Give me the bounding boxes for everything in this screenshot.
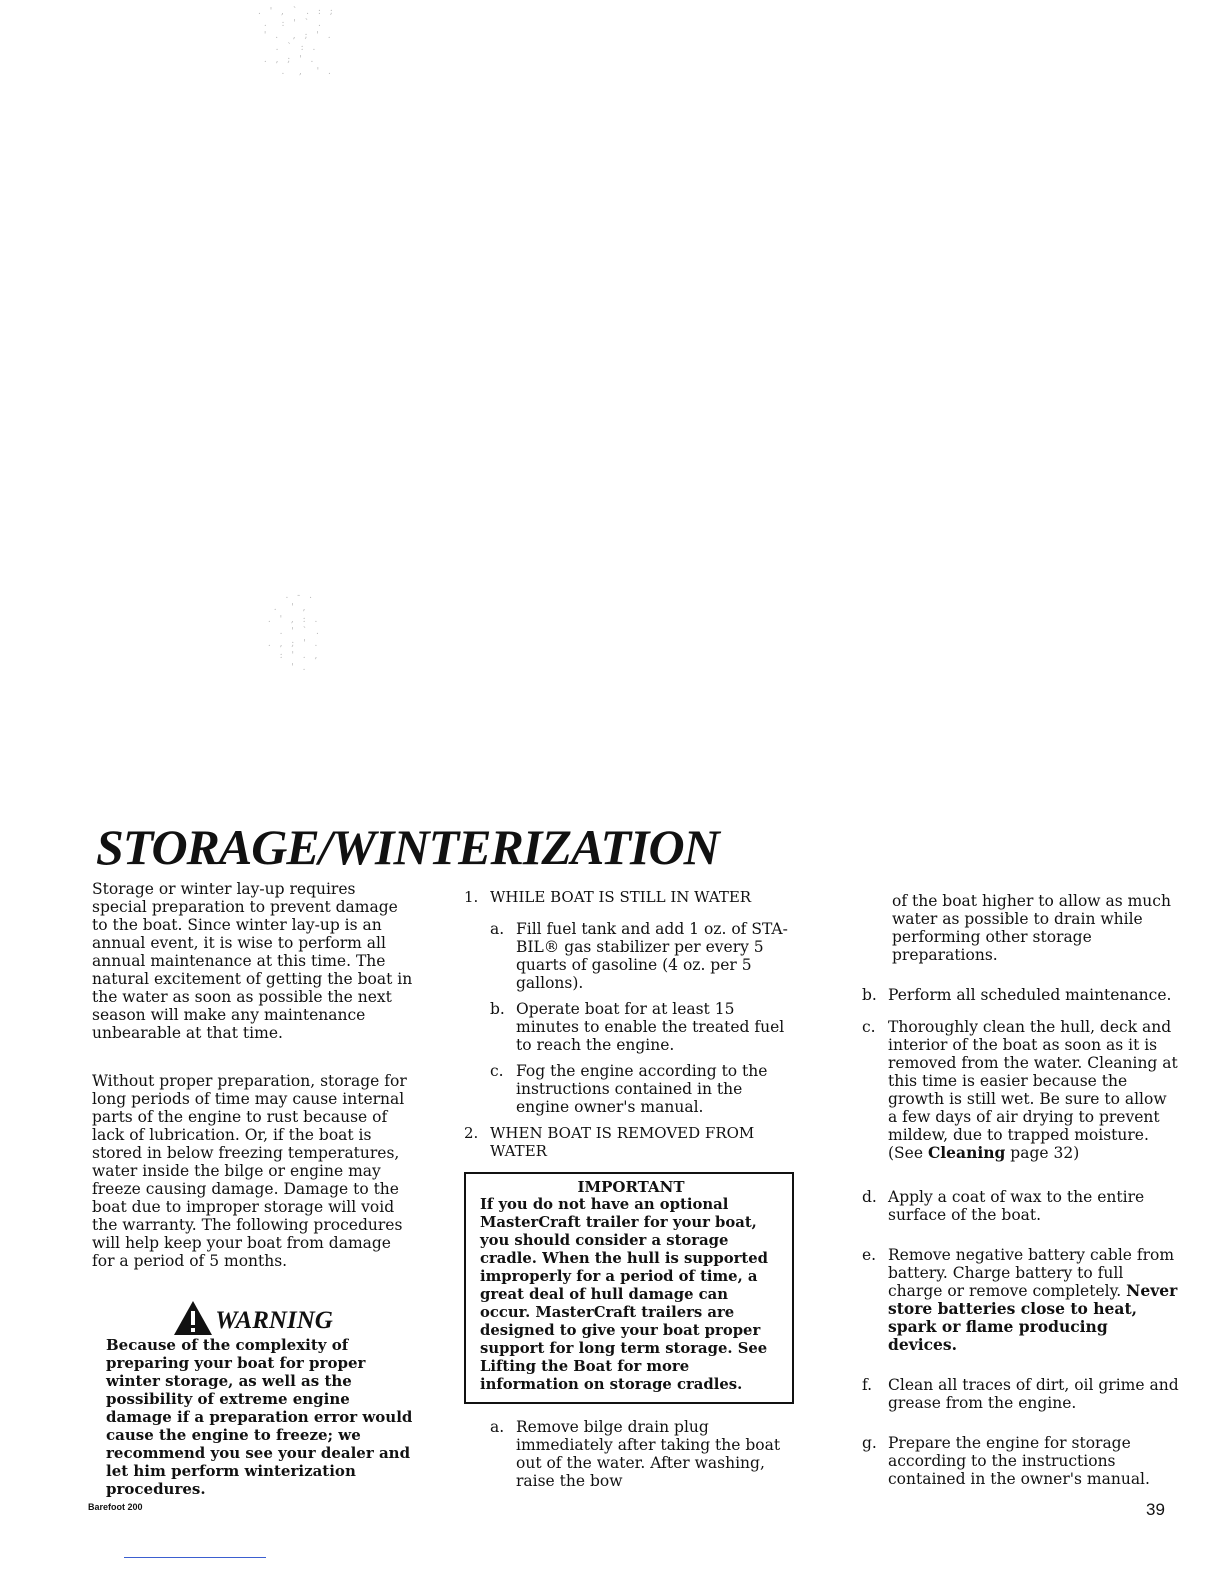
- page-title: STORAGE/WINTERIZATION: [96, 819, 719, 875]
- step-2a: [490, 1418, 794, 1490]
- step-2c-text: Thoroughly clean the hull, deck and interior of the boat as soon as it is removed from the water. Cleaning at this time is easier because the growth is still wet. Be sure to allow a few days of air drying to prevent mildew, due to trapped moisture. (See: [888, 1018, 1178, 1162]
- step-2d: [862, 1188, 1180, 1224]
- step-2g: [862, 1434, 1180, 1488]
- step-2d-marker: d.: [862, 1188, 877, 1206]
- warning-triangle-icon: [173, 1300, 213, 1336]
- important-title: IMPORTANT: [577, 1178, 685, 1196]
- step-2b-marker: b.: [862, 986, 877, 1004]
- step-2e-text: Remove negative battery cable from battery. Charge battery to full charge or remove completely.: [888, 1246, 1175, 1300]
- column-procedure-continued: [862, 892, 1180, 1488]
- step-1a-marker: a.: [490, 920, 505, 938]
- scan-noise-middle: . - . . ' , . ' , : . . ' ` . . , ; ' . : ' . , ' .: [267, 591, 322, 673]
- step-1b-text: Operate boat for at least 15 minutes to enable the treated fuel to reach the engine.: [516, 1000, 785, 1054]
- step-2g-marker: g.: [862, 1434, 877, 1452]
- step-1c-marker: c.: [490, 1062, 504, 1080]
- step-1a: [490, 920, 794, 992]
- scan-noise-top: . ' , ` . : ; . : ' ` . ' . , ; ' . . ` : . . , ; ' . . , ' .: [258, 7, 336, 77]
- intro-paragraph-1: Storage or winter lay-up requires special preparation to prevent damage to the boat. Since winter lay-up is an annual event, it is wise to perform all annual maintenance at this time. The natural excitement of getting the boat in the water as soon as possible the next season will make any maintenance unbearable at that time.: [92, 880, 413, 1042]
- warning-label: WARNING: [215, 1307, 333, 1334]
- step-1b: [490, 1000, 794, 1054]
- step-2a-continuation: of the boat higher to allow as much water as possible to drain while performing other storage preparations.: [892, 892, 1171, 964]
- step-1b-marker: b.: [490, 1000, 505, 1018]
- step-2b: [862, 986, 1180, 1004]
- step-2-number: 2.: [464, 1124, 479, 1142]
- footer-rule: [124, 1557, 266, 1558]
- step-2c-body: [888, 1018, 1180, 1162]
- step-2f-marker: f.: [862, 1376, 873, 1394]
- step-2e-marker: e.: [862, 1246, 877, 1264]
- step-1a-text: Fill fuel tank and add 1 oz. of STA-BIL® gas stabilizer per every 5 quarts of gasoline (4 oz. per 5 gallons).: [516, 920, 788, 992]
- step-2a-text: Remove bilge drain plug immediately after taking the boat out of the water. After washing, raise the bow: [516, 1418, 781, 1490]
- warning-heading: [92, 1292, 414, 1336]
- step-2c: [862, 1018, 1180, 1162]
- step-2e-body: [888, 1246, 1180, 1354]
- step-2g-text: Prepare the engine for storage according to the instructions contained in the owner's manual.: [888, 1434, 1150, 1488]
- column-procedure: [464, 888, 794, 1490]
- column-intro: [92, 880, 414, 1498]
- step-2e: [862, 1246, 1180, 1354]
- step-2f: [862, 1376, 1180, 1412]
- page-number: 39: [1146, 1500, 1165, 1519]
- step-2-text: WHEN BOAT IS REMOVED FROM WATER: [490, 1124, 755, 1160]
- warning-text: Because of the complexity of preparing your boat for proper winter storage, as well as the possibility of extreme engine damage if a preparation error would cause the engine to freeze; we recommend you see your dealer and let him perform winterization procedures.: [106, 1336, 413, 1498]
- battery-warning: Never store batteries close to heat, spark or flame producing devices.: [888, 1281, 1178, 1354]
- cleaning-reference: Cleaning: [927, 1143, 1006, 1162]
- step-2f-text: Clean all traces of dirt, oil grime and grease from the engine.: [888, 1376, 1179, 1412]
- step-2b-text: Perform all scheduled maintenance.: [888, 986, 1172, 1004]
- step-1: [464, 888, 794, 906]
- cleaning-page-reference: page 32): [1010, 1144, 1080, 1162]
- step-1c-text: Fog the engine according to the instructions contained in the engine owner's manual.: [516, 1062, 768, 1116]
- important-text: If you do not have an optional MasterCraft trailer for your boat, you should consider a storage cradle. When the hull is supported improperly for a period of time, a great deal of hull damage can occur. MasterCraft trailers are designed to give your boat proper support for long term storage. See Lifting the Boat for more information on storage cradles.: [480, 1196, 768, 1393]
- footer-model-name: Barefoot 200: [88, 1502, 143, 1512]
- important-box: [464, 1172, 794, 1404]
- step-1-number: 1.: [464, 888, 479, 906]
- step-1c: [490, 1062, 794, 1116]
- step-1-text: WHILE BOAT IS STILL IN WATER: [490, 888, 752, 906]
- step-2d-text: Apply a coat of wax to the entire surface of the boat.: [888, 1188, 1145, 1224]
- step-2: [464, 1124, 794, 1160]
- intro-paragraph-2: Without proper preparation, storage for long periods of time may cause internal parts of the engine to rust because of lack of lubrication. Or, if the boat is stored in below freezing temperatures, water inside the bilge or engine may freeze causing damage. Damage to the boat due to improper storage will void the warranty. The following procedures will help keep your boat from damage for a period of 5 months.: [92, 1072, 407, 1270]
- step-2c-marker: c.: [862, 1018, 876, 1036]
- step-2a-marker: a.: [490, 1418, 505, 1436]
